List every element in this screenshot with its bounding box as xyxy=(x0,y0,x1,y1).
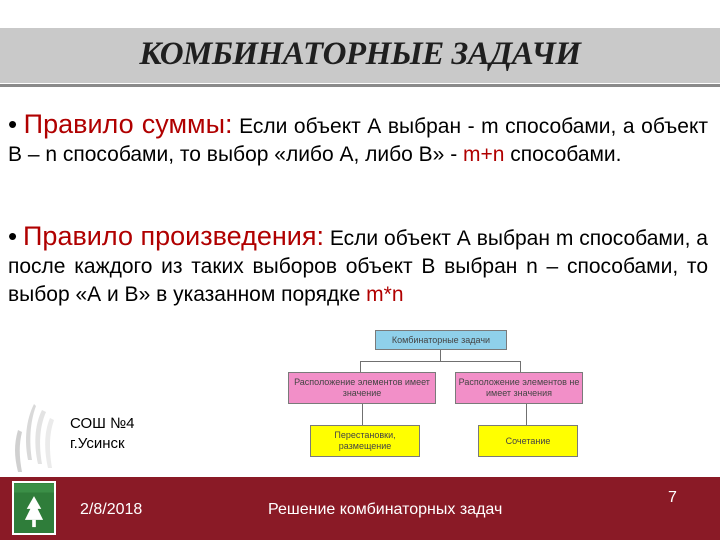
school-logo-icon xyxy=(4,400,64,478)
connector-line xyxy=(440,350,441,361)
diagram-combinations-box: Сочетание xyxy=(478,425,578,457)
rule-sum-paragraph xyxy=(8,110,708,169)
rule-sum-formula: m+n xyxy=(463,143,505,166)
rule-sum-heading: Правило суммы: xyxy=(23,109,233,139)
connector-line xyxy=(362,404,363,425)
bullet: • xyxy=(8,221,18,251)
rule-product-formula: m*n xyxy=(366,283,404,306)
connector-line xyxy=(360,361,520,362)
footer-date: 2/8/2018 xyxy=(80,501,143,518)
rule-sum-text-end: способами. xyxy=(504,143,622,166)
rule-sum-text: Если объект А выбран - m способами, а объект В – n способами, то выбор «либо А, либо В» - xyxy=(8,115,708,166)
footer-bar xyxy=(0,477,720,540)
diagram-unordered-box: Расположение элементов не имеет значения xyxy=(455,372,583,404)
connector-line xyxy=(520,361,521,372)
title-underline xyxy=(0,84,720,87)
school-name: СОШ №4 xyxy=(70,415,135,432)
school-label xyxy=(70,414,135,454)
diagram-root-box: Комбинаторные задачи xyxy=(375,330,507,350)
title-band xyxy=(0,28,720,86)
rule-product-heading: Правило произведения: xyxy=(23,221,324,251)
rule-product-text: Если объект А выбран m способами, а после каждого из таких выборов объект В выбран n – способами, то выбор «А и В» в указанном порядке xyxy=(8,227,708,306)
connector-line xyxy=(526,404,527,425)
diagram-permutations-box: Перестановки, размещение xyxy=(310,425,420,457)
bullet: • xyxy=(8,109,18,139)
diagram-ordered-box: Расположение элементов имеет значение xyxy=(288,372,436,404)
footer-caption: Решение комбинаторных задач xyxy=(268,501,503,518)
connector-line xyxy=(360,361,361,372)
combinatorics-diagram xyxy=(280,320,590,470)
rule-product-paragraph xyxy=(8,222,708,309)
page-number: 7 xyxy=(668,489,677,506)
school-city: г.Усинск xyxy=(70,435,125,452)
city-emblem-icon xyxy=(12,481,56,535)
slide-title: КОМБИНАТОРНЫЕ ЗАДАЧИ xyxy=(139,36,581,72)
